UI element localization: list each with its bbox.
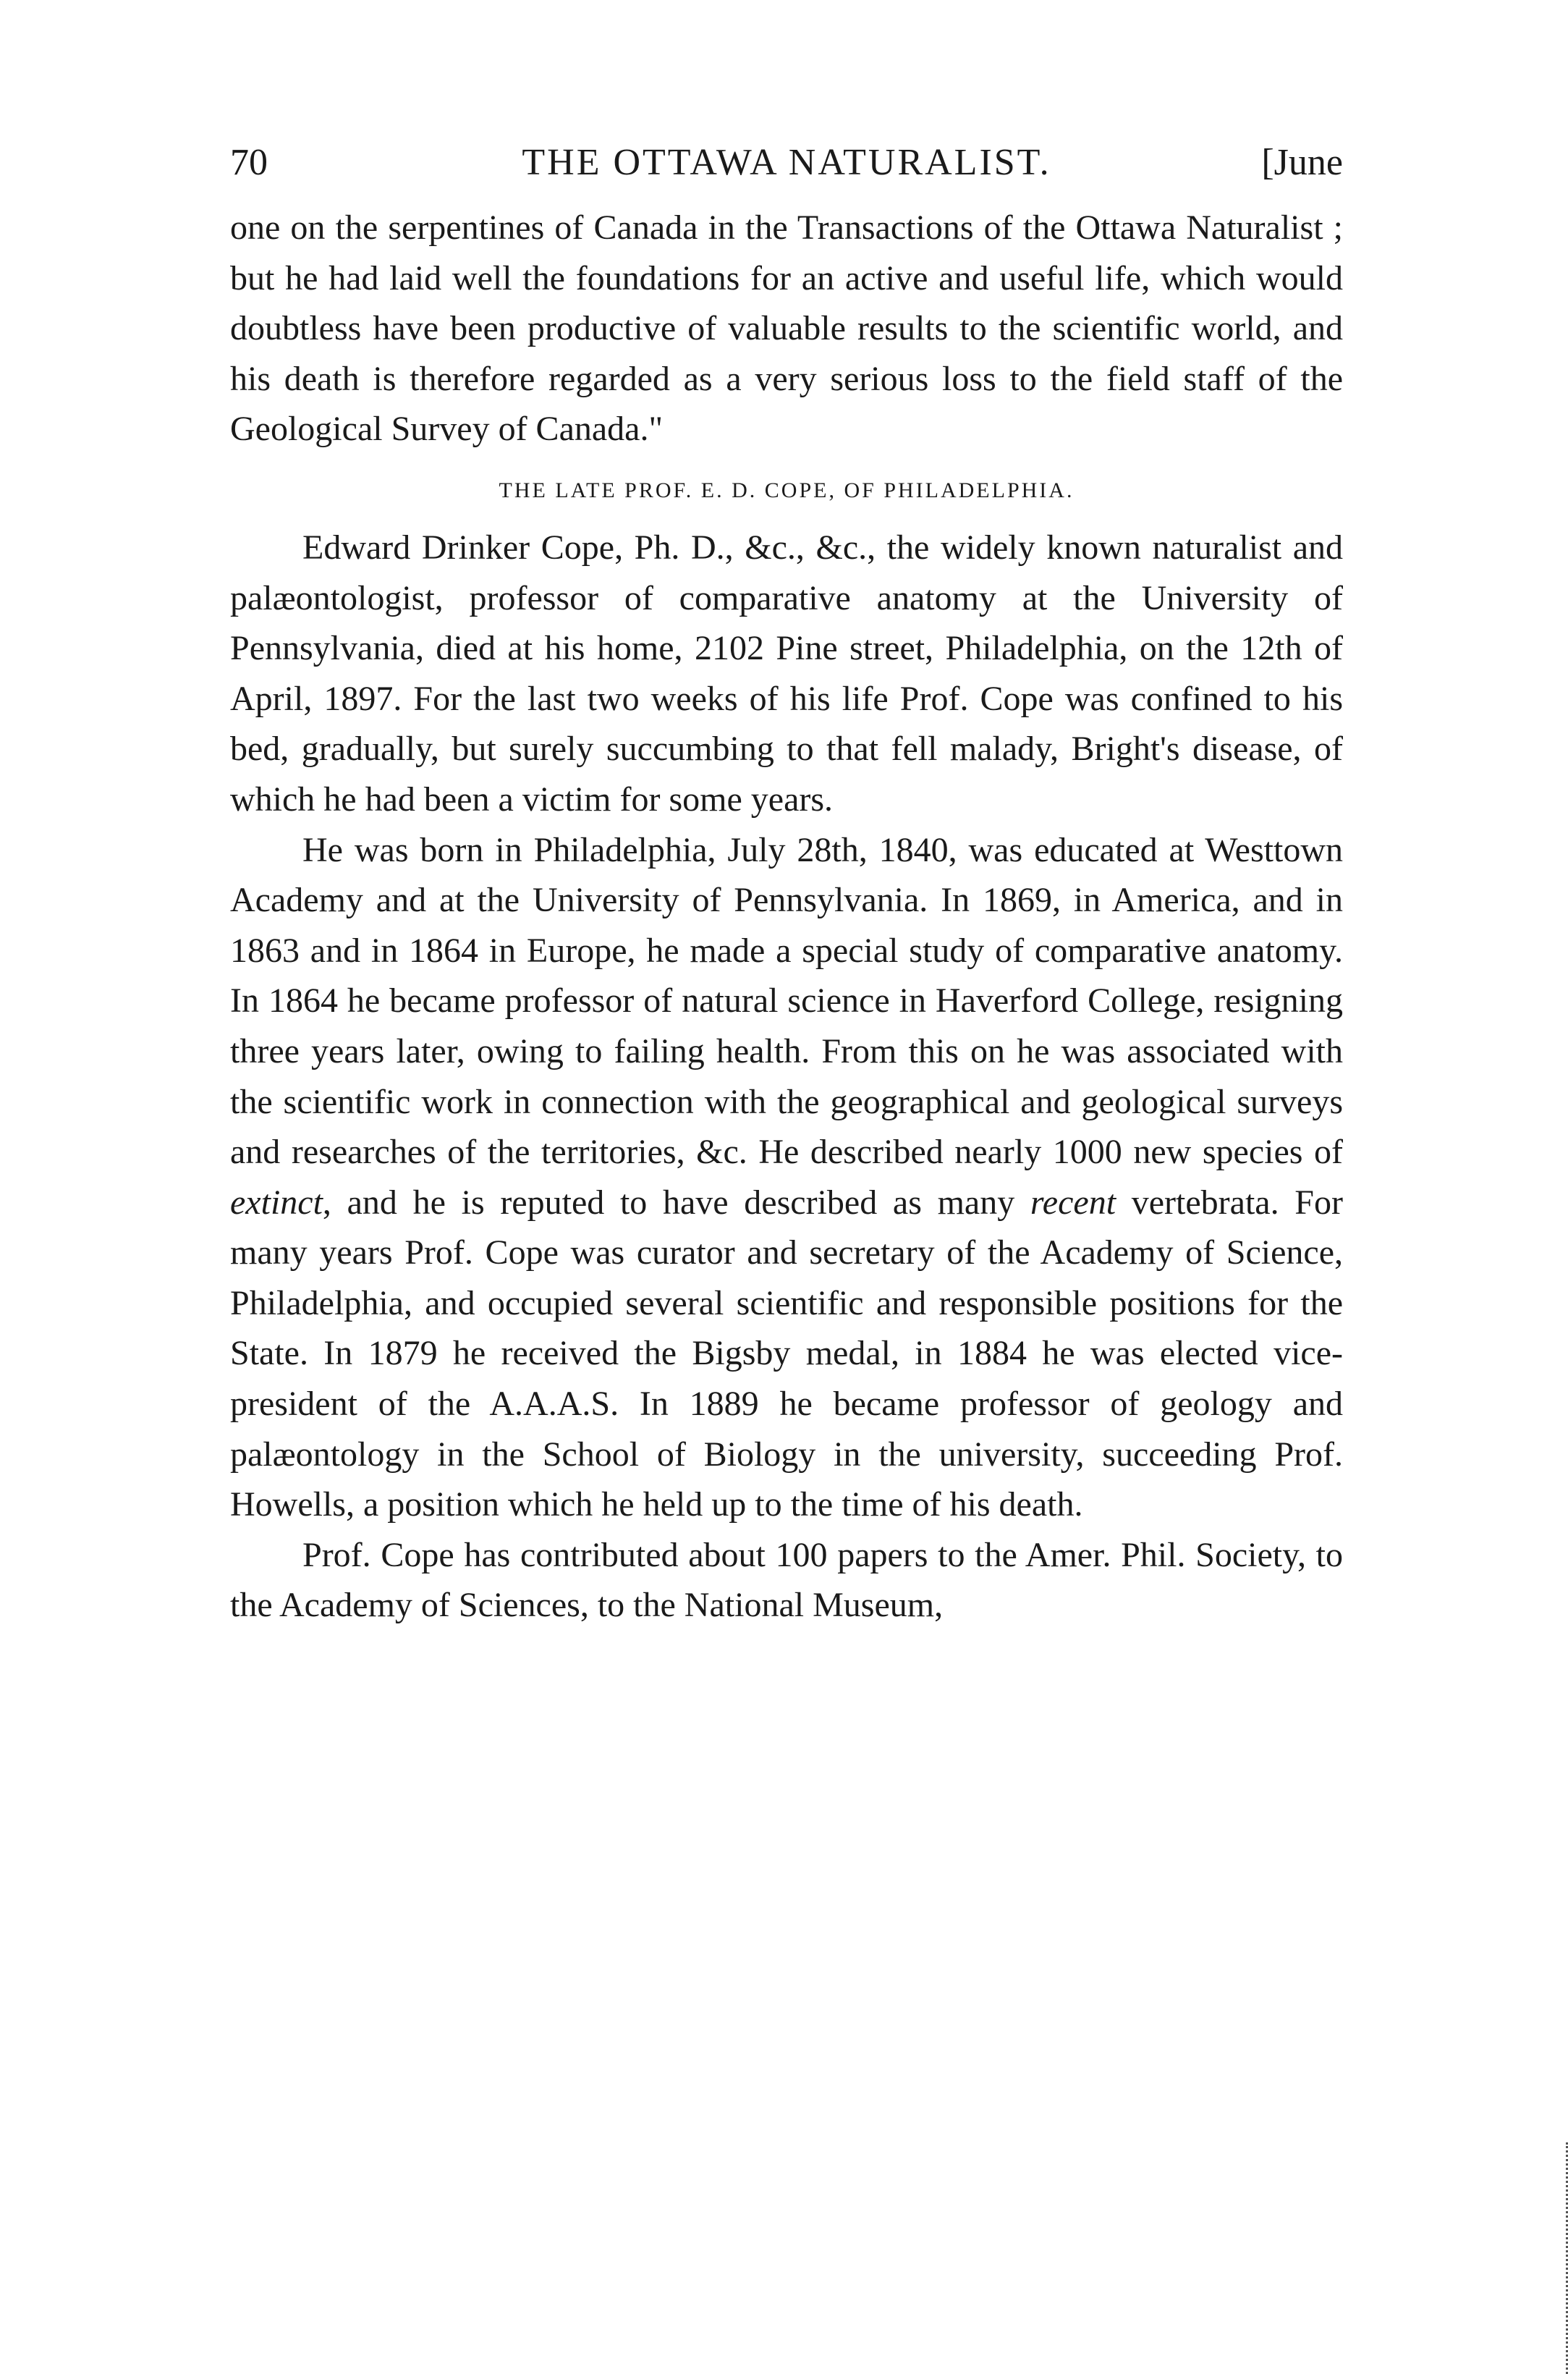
journal-title: THE OTTAWA NATURALIST.	[522, 142, 1051, 183]
paragraph-continued: one on the serpentines of Canada in the Transactions of the Ottawa Naturalist ; but he had laid well the foundations for an active and useful life, which would doubtless have been productive of valuable results to the scientific world, and his death is therefore regarded as a very serious loss to the field staff of the Geological Survey of Canada."	[230, 208, 1343, 449]
issue-month: [June	[1261, 142, 1343, 183]
paragraph-obituary-intro: Edward Drinker Cope, Ph. D., &c., &c., the widely known naturalist and palæontologist, professor of comparative anatomy at the University of Pennsylvania, died at his home, 2102 Pine street, Philadelphia, on the 12th of April, 1897. For the last two weeks of his life Prof. Cope was confined to his bed, gradually, but surely succumbing to that fell malady, Bright's disease, of which he had been a victim for some years.	[230, 528, 1343, 819]
section-heading: THE LATE PROF. E. D. COPE, OF PHILADELPHIA.	[499, 478, 1075, 502]
italic-recent: recent	[1030, 1183, 1116, 1222]
biography-text-c: vertebrata. For many years Prof. Cope was curator and secretary of the Academy of Science, Philadelphia, and occupied several scientific and responsible positions for the State. In 1879 he received the Bigsby medal, in 1884 he was elected vice-president of the A.A.A.S. In 1889 he became professor of geology and palæontology in the School of Biology in the university, succeeding Prof. Howells, a position which he held up to the time of his death.	[230, 1183, 1343, 1524]
page-number: 70	[230, 142, 268, 183]
paragraph-biography	[230, 825, 1343, 1530]
running-head	[230, 130, 1343, 195]
scan-edge-marks	[1563, 2142, 1568, 2374]
article-body	[230, 203, 1343, 1631]
paragraph-contributions: Prof. Cope has contributed about 100 papers to the Amer. Phil. Society, to the Academy of Sciences, to the National Museum,	[230, 1535, 1343, 1625]
biography-text-b: , and he is reputed to have described as many	[322, 1183, 1030, 1222]
book-page	[230, 130, 1343, 1631]
biography-text-a: He was born in Philadelphia, July 28th, 1840, was educated at Westtown Academy and at the University of Pennsylvania. In 1869, in America, and in 1863 and in 1864 in Europe, he made a special study of comparative anatomy. In 1864 he became professor of natural science in Haverford College, resigning three years later, owing to failing health. From this on he was associated with the scientific work in connection with the geographical and geological surveys and researches of the territories, &c. He described nearly 1000 new species of	[230, 830, 1343, 1172]
italic-extinct: extinct	[230, 1183, 323, 1222]
